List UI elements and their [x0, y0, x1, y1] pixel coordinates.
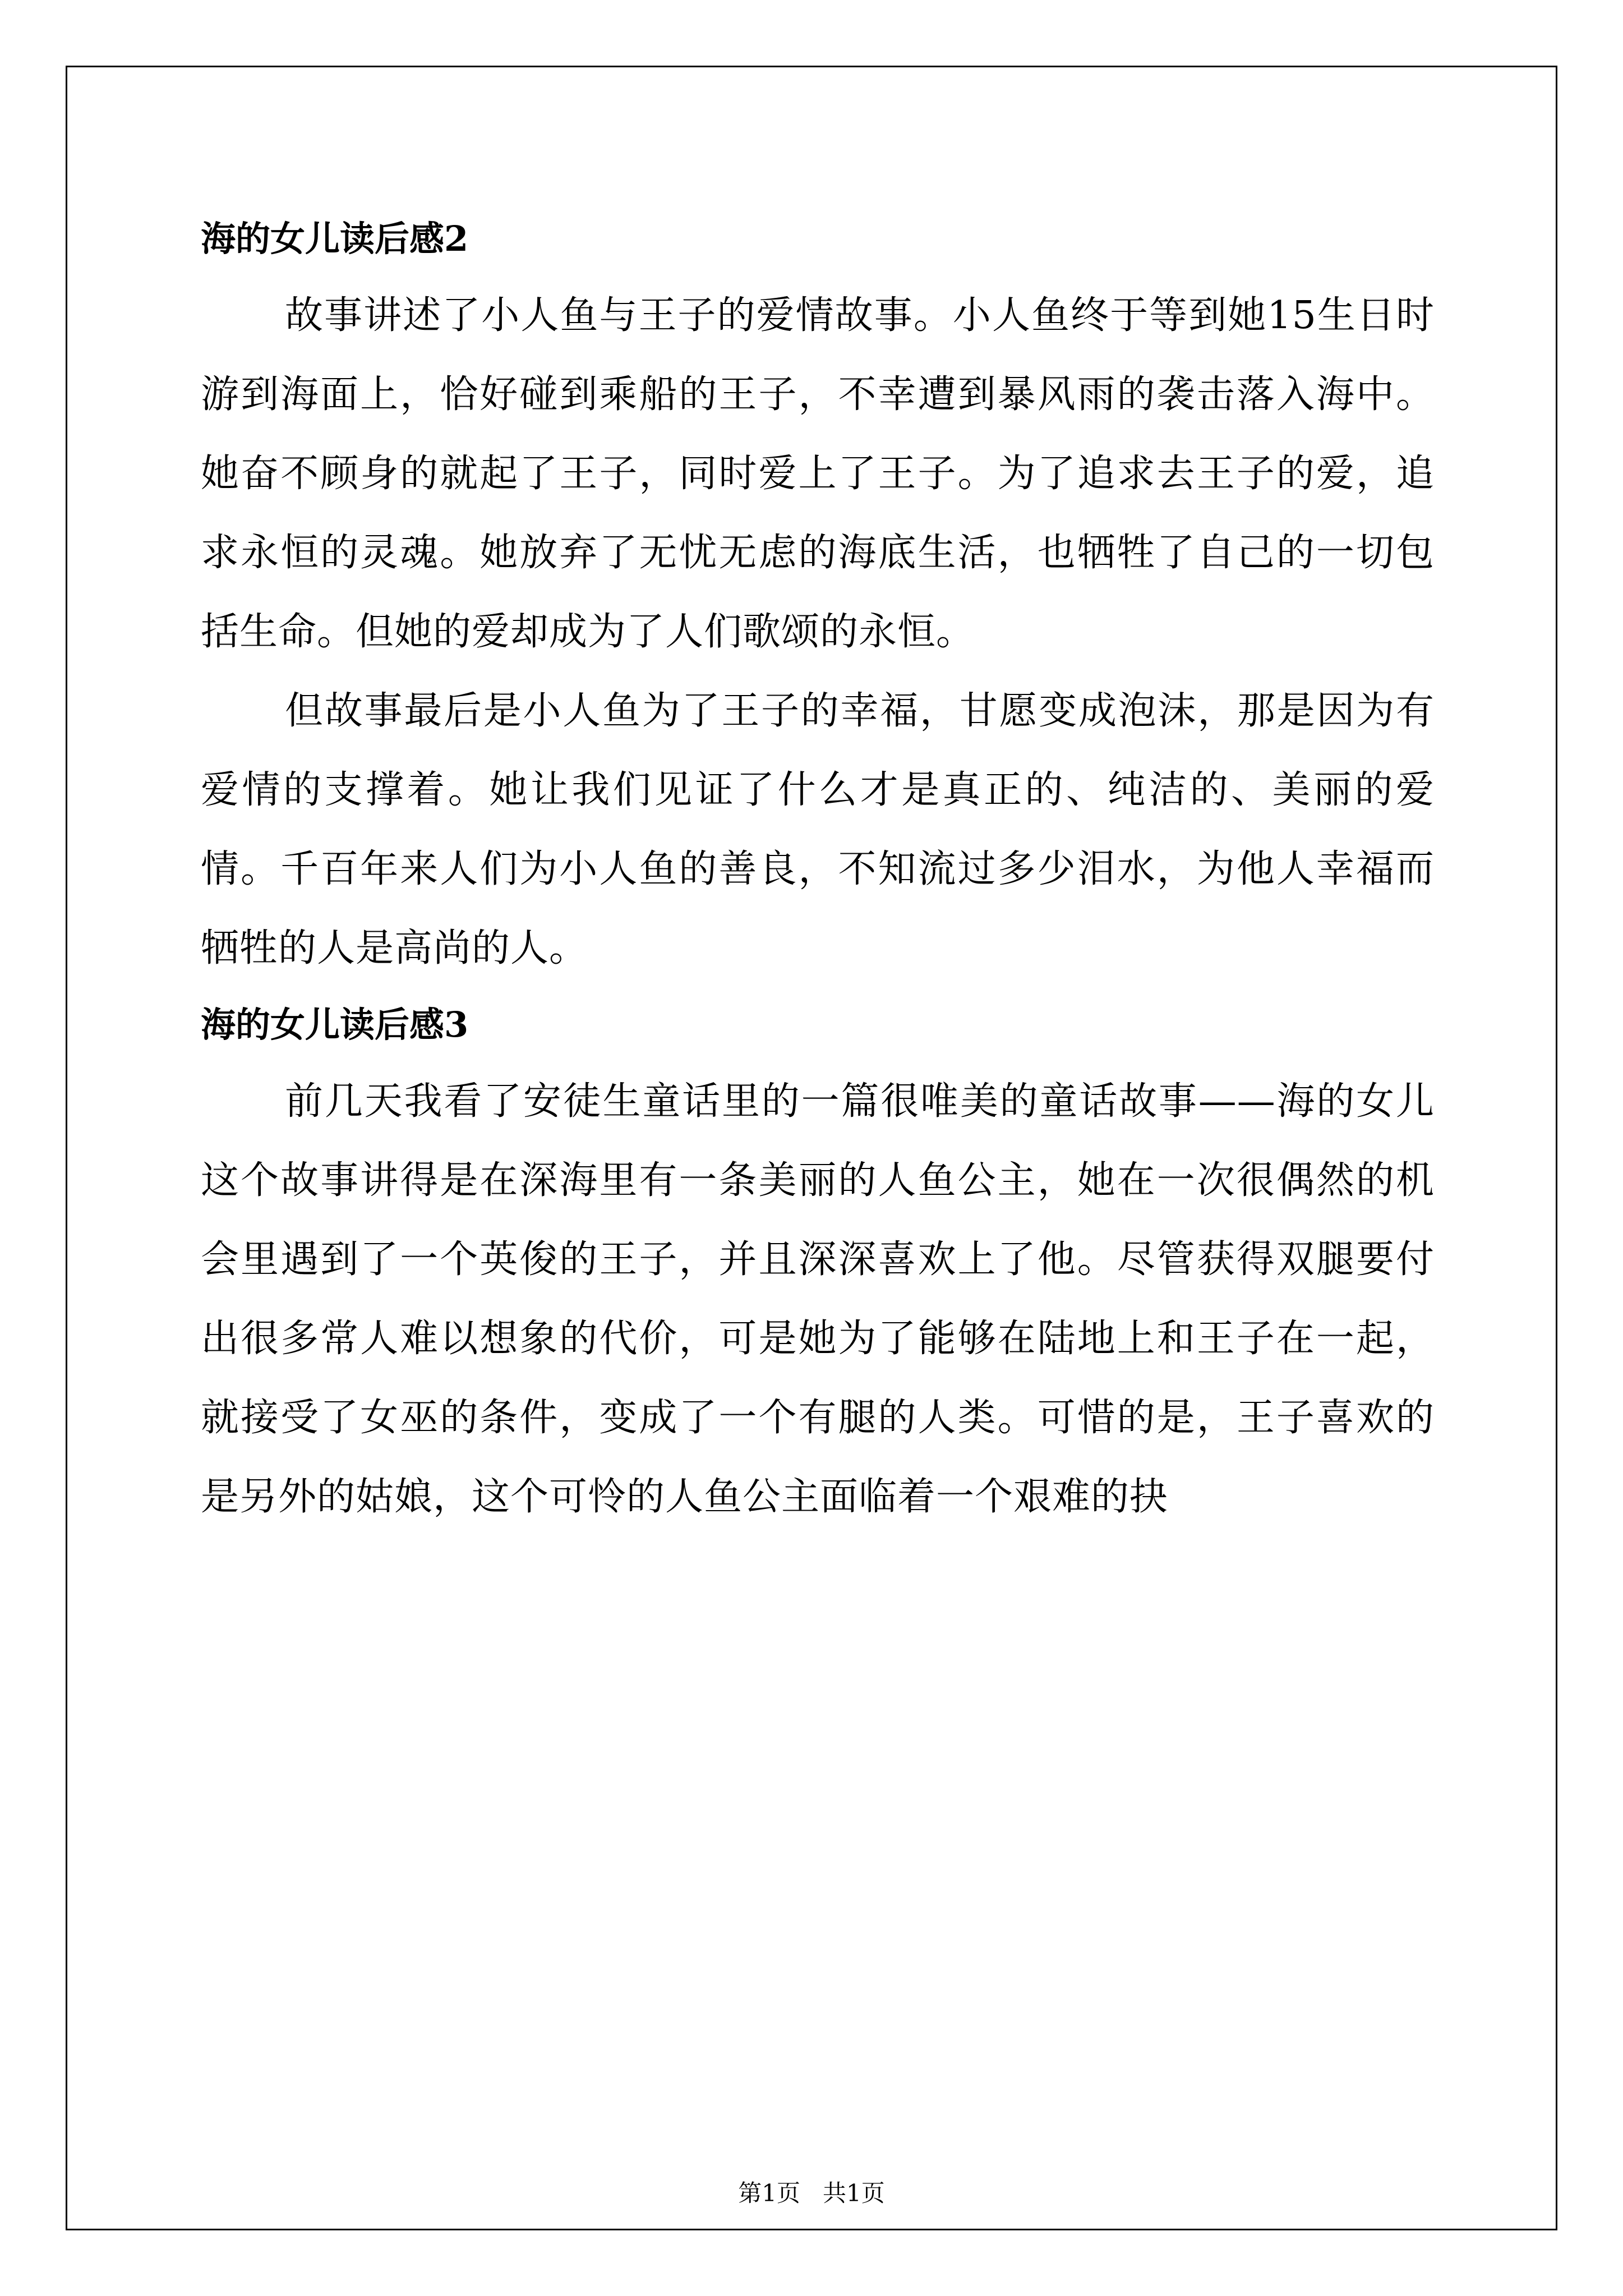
- paragraph: 前几天我看了安徒生童话里的一篇很唯美的童话故事——海的女儿这个故事讲得是在深海里有一条美丽的人鱼公主，她在一次很偶然的机会里遇到了一个英俊的王子，并且深深喜欢上了他。尽管获得双腿要付出很多常人难以想象的代价，可是她为了能够在陆地上和王子在一起，就接受了女巫的条件，变成了一个有腿的人类。可惜的是，王子喜欢的是另外的姑娘，这个可怜的人鱼公主面临着一个艰难的抉: [201, 1079, 1435, 1519]
- document-body: [201, 202, 1435, 1536]
- section-2: [201, 202, 1435, 988]
- paragraph: 但故事最后是小人鱼为了王子的幸福，甘愿变成泡沫，那是因为有爱情的支撑着。她让我们见证了什么才是真正的、纯洁的、美丽的爱情。千百年来人们为小人鱼的善良，不知流过多少泪水，为他人幸福而牺牲的人是高尚的人。: [201, 689, 1435, 970]
- section-3: [201, 988, 1435, 1536]
- page-footer: 第1页 共1页: [738, 2179, 885, 2207]
- section-heading: 海的女儿读后感3: [201, 1004, 469, 1045]
- section-heading: 海的女儿读后感2: [201, 218, 469, 259]
- paragraph: 故事讲述了小人鱼与王子的爱情故事。小人鱼终于等到她15生日时游到海面上，恰好碰到乘船的王子，不幸遭到暴风雨的袭击落入海中。她奋不顾身的就起了王子，同时爱上了王子。为了追求去王子的爱，追求永恒的灵魂。她放弃了无忧无虑的海底生活，也牺牲了自己的一切包括生命。但她的爱却成为了人们歌颂的永恒。: [201, 293, 1435, 654]
